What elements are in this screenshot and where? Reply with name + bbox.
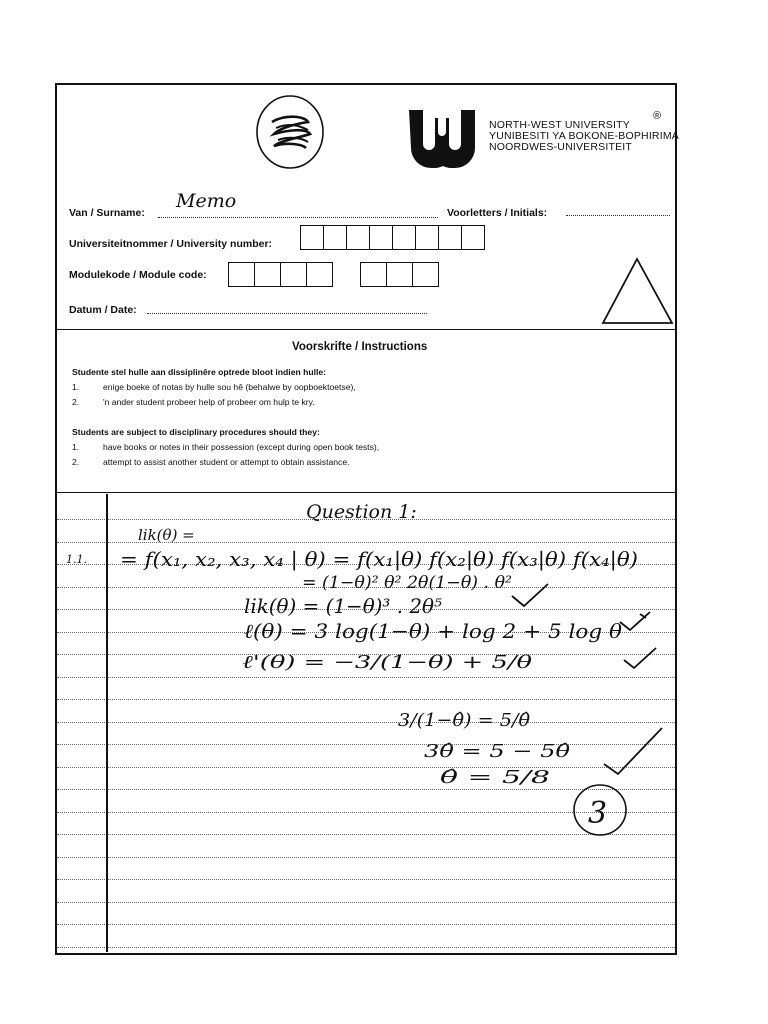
answer-line-1: lik(θ) = bbox=[138, 526, 195, 544]
answer-heading: Question 1: bbox=[306, 501, 417, 523]
module-code-label: Modulekode / Module code: bbox=[69, 269, 207, 281]
answer-line-4: lik(θ) = (1−θ)³ . 2θ⁵ bbox=[244, 594, 442, 618]
answer-line-2: = f(x₁, x₂, x₃, x₄ | θ) = f(x₁|θ) f(x₂|θ) f(x₃|θ) f(x₄|θ) bbox=[120, 547, 606, 571]
en-item-2-num: 2. bbox=[72, 457, 80, 467]
af-item-1-text: enige boeke of notas by hulle sou hê (behalwe by oopboektoetse), bbox=[103, 382, 356, 392]
surname-label: Van / Surname: bbox=[69, 207, 145, 219]
score-value: 3 bbox=[588, 796, 608, 831]
date-label: Datum / Date: bbox=[69, 304, 137, 316]
registered-mark: ® bbox=[653, 110, 662, 122]
surname-value: Memo bbox=[176, 190, 237, 212]
question-number: 1.1. bbox=[66, 553, 87, 566]
university-name-en: NORTH-WEST UNIVERSITY bbox=[489, 119, 630, 131]
university-number-label: Universiteitnommer / University number: bbox=[69, 238, 273, 250]
initials-label: Voorletters / Initials: bbox=[447, 207, 548, 219]
university-name-tn: YUNIBESITI YA BOKONE-BOPHIRIMA bbox=[489, 130, 679, 142]
check-icon bbox=[604, 728, 662, 774]
check-icon bbox=[624, 648, 656, 668]
answer-line-3: = (1−θ)² θ² 2θ(1−θ) . θ² bbox=[302, 573, 513, 593]
university-name-af: NOORDWES-UNIVERSITEIT bbox=[489, 141, 633, 153]
en-heading: Students are subject to disciplinary procedures should they: bbox=[72, 427, 320, 437]
check-icon bbox=[620, 612, 650, 630]
answer-line-8: 3θ̂ = 5 − 5θ̂ bbox=[424, 741, 571, 762]
instructions-title: Voorskrifte / Instructions bbox=[292, 341, 428, 353]
af-item-2-text: 'n ander student probeer help of probeer om hulp te kry. bbox=[103, 397, 315, 407]
answer-line-7: 3/(1−θ̂) = 5/θ̂ bbox=[398, 710, 531, 731]
af-item-1-num: 1. bbox=[72, 382, 80, 392]
answer-line-9: θ̂ = 5/8 bbox=[440, 767, 550, 788]
answer-line-5: ℓ(θ) = 3 log(1−θ) + log 2 + 5 log θ bbox=[244, 619, 622, 643]
en-item-2-text: attempt to assist another student or attempt to obtain assistance. bbox=[103, 457, 350, 467]
en-item-1-num: 1. bbox=[72, 442, 80, 452]
af-item-2-num: 2. bbox=[72, 397, 80, 407]
check-icon bbox=[512, 584, 548, 606]
en-item-1-text: have books or notes in their possession (except during open book tests), bbox=[103, 442, 380, 452]
af-heading: Studente stel hulle aan dissiplinêre optrede bloot indien hulle: bbox=[72, 367, 327, 377]
answer-line-6: ℓ'(θ) = −3/(1−θ) + 5/θ bbox=[242, 652, 533, 673]
